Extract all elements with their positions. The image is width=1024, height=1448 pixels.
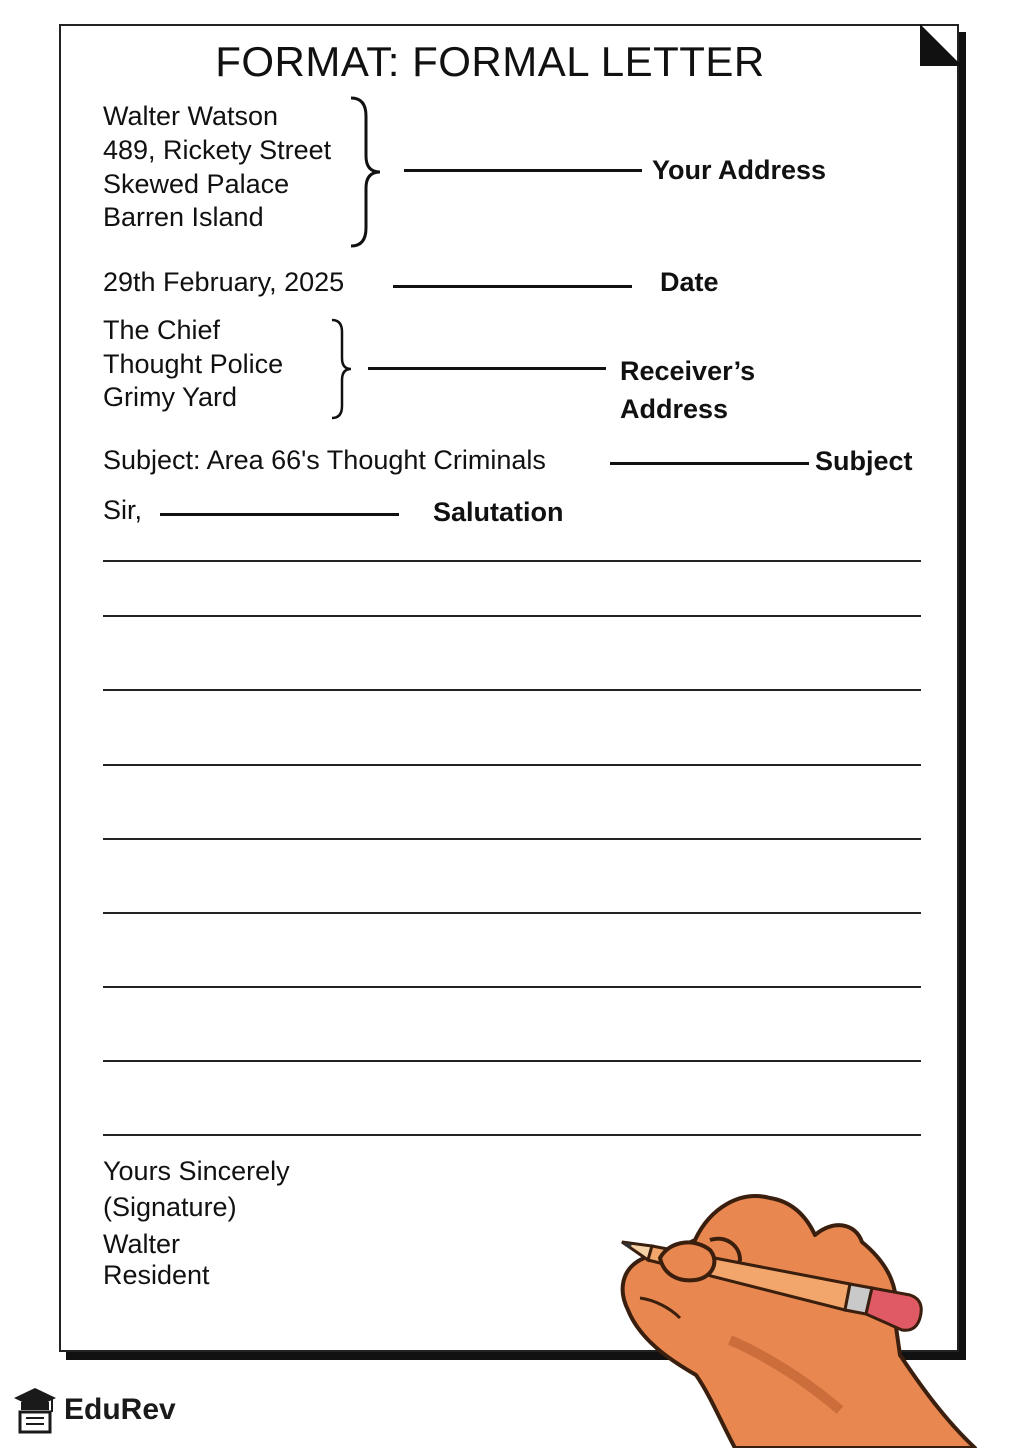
body-rule-line [103,986,921,988]
edurev-logo [12,1385,176,1435]
body-rule-line [103,764,921,766]
body-rule-line [103,838,921,840]
date-pointer-line [393,285,632,288]
receivers-address-label-line2: Address [620,394,729,424]
your-address-pointer-line [404,169,642,172]
page-title: FORMAT: FORMAL LETTER [215,38,765,85]
subject-pointer-line [610,462,809,465]
date-label: Date [660,267,719,297]
your-address-label: Your Address [652,155,827,185]
salutation-text: Sir, [103,495,143,525]
subject-label: Subject [815,446,913,476]
receiver-address-line: The Chief [103,315,221,345]
body-rule-line [103,1060,921,1062]
graduation-cap-icon [12,1386,58,1434]
sender-brace-icon [348,96,388,248]
sender-address-line: 489, Rickety Street [103,135,332,165]
brand-name: EduRev [64,1393,176,1426]
receivers-address-label-line1: Receiver’s [620,356,756,386]
body-rule-line [103,1134,921,1136]
sender-name: Walter [103,1229,181,1259]
date-text: 29th February, 2025 [103,267,345,297]
subject-line: Subject: Area 66's Thought Criminals [103,445,546,475]
signature-placeholder: (Signature) [103,1192,237,1222]
sender-address-line: Barren Island [103,202,264,232]
sender-address-line: Skewed Palace [103,169,290,199]
receiver-brace-icon [330,318,356,420]
salutation-label: Salutation [433,497,564,527]
receiver-address-line: Thought Police [103,349,284,379]
sign-off: Yours Sincerely [103,1156,290,1186]
sender-address-line: Walter Watson [103,101,279,131]
receiver-address-line: Grimy Yard [103,382,238,412]
body-rule-line [103,560,921,562]
sender-designation: Resident [103,1260,210,1290]
body-rule-line [103,615,921,617]
body-rule-line [103,912,921,914]
hand-with-pencil-icon [600,1180,980,1448]
body-rule-line [103,689,921,691]
receiver-address-pointer-line [368,367,606,370]
salutation-pointer-line [160,513,399,516]
